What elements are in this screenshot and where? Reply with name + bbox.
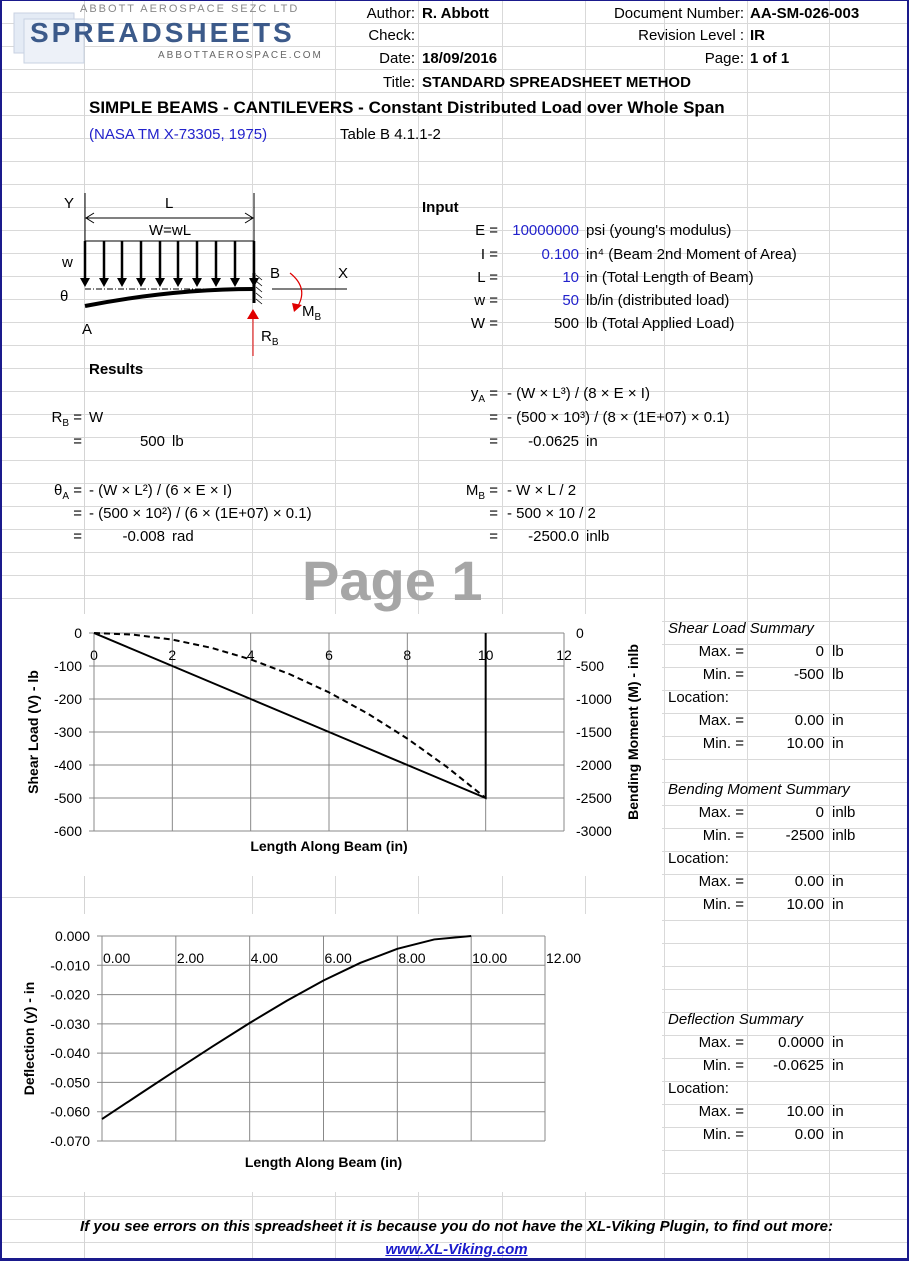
x-tick-label: 2 — [168, 647, 177, 663]
moment-summary-title: Bending Moment Summary — [668, 781, 850, 798]
shear-summary-loc-max-label: Max. = — [698, 712, 744, 729]
y2-tick-label: 0 — [576, 625, 584, 641]
author-label: Author: — [366, 5, 415, 22]
moment-summary-max-label: Max. = — [698, 804, 744, 821]
theta-eq1: = — [73, 505, 82, 522]
x-tick-label: 0.00 — [103, 950, 131, 966]
label-rb: $R_B$ — [261, 328, 279, 348]
label-a: A — [82, 321, 93, 338]
input-l-field[interactable]: 10 — [562, 269, 579, 286]
input-heading: Input — [422, 199, 459, 216]
moment-summary-min-label: Min. = — [702, 827, 744, 844]
y-tick-label: -0.030 — [50, 1015, 90, 1032]
rb-formula: W — [89, 409, 104, 426]
shear-summary-loc-max-unit: in — [832, 712, 844, 729]
series-line-shear — [94, 633, 486, 798]
date-value: 18/09/2016 — [422, 50, 498, 67]
rb-eq: = — [73, 433, 82, 450]
deflection-summary-loc-min-label: Min. = — [702, 1126, 744, 1143]
input-unit-total-w: lb (Total Applied Load) — [586, 315, 735, 332]
label-theta: θ — [60, 288, 69, 305]
x-tick-label: 12 — [556, 647, 572, 663]
y2-axis-title: Bending Moment (M) - inlb — [625, 644, 641, 820]
y2-tick-label: -2000 — [576, 757, 612, 773]
x-tick-label: 4 — [246, 647, 255, 663]
ya-eq2: = — [489, 433, 498, 450]
revision-value: IR — [750, 27, 765, 44]
label-l: L — [165, 195, 174, 212]
deflection-summary-loc-max: 10.00 — [786, 1103, 824, 1120]
theta-formula: - (W × L²) / (6 × E × I) — [89, 482, 232, 499]
deflection-summary-min: -0.0625 — [773, 1057, 824, 1074]
plugin-notice: If you see errors on this spreadsheet it is because you do not have the XL-Viking Plugin, to find out more: — [80, 1218, 833, 1235]
deflection-summary-min-unit: in — [832, 1057, 844, 1074]
mb-eq1: = — [489, 505, 498, 522]
label-mb: $M_B$ — [302, 303, 322, 323]
deflection-summary-loc-label: Location: — [668, 1080, 729, 1097]
ya-formula: - (W × L³) / (8 × E × I) — [507, 385, 650, 402]
ya-label: $y_A$ = — [470, 385, 498, 405]
shear-summary-max-unit: lb — [832, 643, 844, 660]
x-tick-label: 4.00 — [250, 950, 278, 966]
title-value: STANDARD SPREADSHEET METHOD — [422, 74, 691, 91]
distributed-load-arrows — [85, 241, 254, 279]
y-tick-label: 0.000 — [54, 928, 90, 944]
deflection-summary-loc-max-label: Max. = — [698, 1103, 744, 1120]
shear-summary-loc-min: 10.00 — [786, 735, 824, 752]
input-total-w-value: 500 — [553, 315, 579, 332]
x-tick-label: 10.00 — [472, 950, 508, 966]
x-tick-label: 12.00 — [546, 950, 582, 966]
input-label-i: I = — [480, 246, 498, 263]
mb-unit: inlb — [586, 528, 610, 545]
input-label-l: L = — [477, 269, 498, 286]
mb-value: -2500.0 — [528, 528, 579, 545]
page-heading: SIMPLE BEAMS - CANTILEVERS - Constant Distributed Load over Whole Span — [89, 98, 725, 117]
y2-tick-label: -3000 — [576, 823, 612, 839]
rb-label: $R_B$ = — [51, 409, 82, 429]
docnum-label: Document Number: — [613, 5, 744, 22]
y-tick-label: -200 — [53, 691, 82, 707]
y-tick-label: -500 — [53, 790, 82, 806]
x-tick-label: 8.00 — [398, 950, 426, 966]
moment-arrow — [290, 273, 302, 309]
theta-value: -0.008 — [122, 528, 165, 545]
reaction-arrow — [247, 309, 259, 356]
deflection-chart — [2, 914, 662, 1192]
moment-summary-max: 0 — [815, 804, 824, 821]
moment-summary-loc-max-unit: in — [832, 873, 844, 890]
ya-value: -0.0625 — [528, 433, 579, 450]
date-label: Date: — [379, 50, 415, 67]
docnum-value: AA-SM-026-003 — [750, 5, 860, 22]
moment-summary-loc-max-label: Max. = — [698, 873, 744, 890]
shear-summary-title: Shear Load Summary — [668, 620, 814, 637]
y-tick-label: 0 — [74, 625, 82, 641]
label-y: Y — [64, 195, 75, 212]
shear-moment-chart — [2, 614, 662, 876]
shear-summary-min: -500 — [793, 666, 824, 683]
logo-wordmark: SPREADSHEETS — [30, 17, 295, 48]
x-tick-label: 6 — [325, 647, 333, 663]
x-tick-label: 8 — [403, 647, 412, 663]
moment-summary-min-unit: inlb — [832, 827, 856, 844]
shear-summary-loc-min-label: Min. = — [702, 735, 744, 752]
deflected-beam — [85, 289, 254, 306]
label-w: w — [62, 254, 73, 271]
y-tick-label: -0.060 — [50, 1103, 90, 1120]
moment-summary-max-unit: inlb — [832, 804, 856, 821]
logo-company: ABBOTT AEROSPACE SEZC LTD — [80, 3, 300, 15]
deflection-summary-max-label: Max. = — [698, 1034, 744, 1051]
y-tick-label: -0.050 — [50, 1074, 90, 1091]
input-label-total-w: W = — [470, 315, 498, 332]
y2-tick-label: -1000 — [576, 691, 612, 707]
input-unit-w: lb/in (distributed load) — [586, 292, 730, 309]
y2-tick-label: -500 — [576, 658, 605, 674]
title-label: Title: — [383, 74, 415, 91]
logo-url: ABBOTTAEROSPACE.COM — [158, 50, 323, 61]
x-axis-title: Length Along Beam (in) — [244, 1154, 403, 1170]
mb-formula: - W × L / 2 — [507, 482, 577, 499]
moment-summary-loc-max: 0.00 — [794, 873, 824, 890]
input-w-field[interactable]: 50 — [562, 292, 579, 309]
reference-link[interactable]: (NASA TM X-73305, 1975) — [89, 126, 268, 143]
y-tick-label: -100 — [53, 658, 82, 674]
label-x: X — [338, 265, 349, 282]
y-tick-label: -0.040 — [50, 1045, 90, 1062]
shear-summary-min-unit: lb — [832, 666, 844, 683]
x-tick-label: 0 — [90, 647, 98, 663]
theta-eq2: = — [73, 528, 82, 545]
input-label-e: E = — [475, 222, 498, 239]
x-tick-label: 10 — [477, 647, 494, 663]
deflection-summary-title: Deflection Summary — [668, 1011, 804, 1028]
y2-tick-label: -1500 — [576, 724, 612, 740]
input-label-w: w = — [474, 292, 498, 309]
y-tick-label: -400 — [53, 757, 82, 773]
theta-label: $\theta_A$ = — [54, 482, 82, 502]
y2-tick-label: -2500 — [576, 790, 612, 806]
logo — [10, 3, 330, 65]
y-tick-label: -600 — [53, 823, 82, 839]
revision-label: Revision Level : — [638, 27, 744, 44]
shear-summary-max-label: Max. = — [698, 643, 744, 660]
author-value: R. Abbott — [422, 5, 489, 22]
y-tick-label: -300 — [53, 724, 82, 740]
theta-unit: rad — [172, 528, 194, 545]
check-label: Check: — [368, 27, 415, 44]
input-unit-i: in⁴ (Beam 2nd Moment of Area) — [586, 246, 797, 263]
beam-diagram — [42, 181, 372, 361]
mb-substitution: - 500 × 10 / 2 — [507, 505, 596, 522]
deflection-summary-min-label: Min. = — [702, 1057, 744, 1074]
ya-substitution: - (500 × 10³) / (8 × (1E+07) × 0.1) — [507, 409, 730, 426]
table-reference: Table B 4.1.1-2 — [340, 126, 441, 143]
y-tick-label: -0.070 — [50, 1133, 90, 1149]
input-e-field[interactable]: 10000000 — [512, 222, 579, 239]
label-total-load: W=wL — [149, 222, 192, 239]
input-unit-l: in (Total Length of Beam) — [586, 269, 754, 286]
y-tick-label: -0.010 — [50, 957, 90, 974]
page-watermark: Page 1 — [302, 549, 483, 612]
moment-summary-loc-min-label: Min. = — [702, 896, 744, 913]
mb-eq2: = — [489, 528, 498, 545]
theta-substitution: - (500 × 10²) / (6 × (1E+07) × 0.1) — [89, 505, 312, 522]
page-label: Page: — [704, 50, 744, 67]
x-tick-label: 2.00 — [176, 950, 205, 966]
shear-summary-max: 0 — [815, 643, 824, 660]
shear-summary-loc-label: Location: — [668, 689, 729, 706]
deflection-summary-max-unit: in — [832, 1034, 844, 1051]
page-value: 1 of 1 — [750, 50, 790, 67]
rb-value: 500 — [139, 433, 165, 450]
results-heading: Results — [89, 361, 144, 378]
xl-viking-link[interactable]: www.XL-Viking.com — [385, 1241, 528, 1258]
label-b: B — [270, 265, 281, 282]
deflection-summary-loc-min-unit: in — [832, 1126, 844, 1143]
x-tick-label: 6.00 — [324, 950, 352, 966]
y-axis-title: Deflection (y) - in — [21, 981, 37, 1096]
y-axis-title: Shear Load (V) - lb — [25, 670, 41, 794]
input-unit-e: psi (young's modulus) — [586, 222, 732, 239]
deflection-summary-loc-max-unit: in — [832, 1103, 844, 1120]
deflection-summary-loc-min: 0.00 — [794, 1126, 824, 1143]
input-i-field[interactable]: 0.100 — [541, 246, 579, 263]
moment-summary-loc-label: Location: — [668, 850, 729, 867]
shear-summary-loc-min-unit: in — [832, 735, 844, 752]
x-axis-title: Length Along Beam (in) — [250, 838, 408, 854]
deflection-summary-max: 0.0000 — [778, 1034, 824, 1051]
mb-label: $M_B$ = — [465, 482, 498, 502]
shear-summary-min-label: Min. = — [702, 666, 744, 683]
moment-summary-loc-min: 10.00 — [786, 896, 824, 913]
moment-summary-min: -2500 — [785, 827, 824, 844]
ya-eq1: = — [489, 409, 498, 426]
rb-unit: lb — [172, 433, 184, 450]
y-tick-label: -0.020 — [50, 986, 90, 1003]
moment-summary-loc-min-unit: in — [832, 896, 844, 913]
ya-unit: in — [586, 433, 598, 450]
shear-summary-loc-max: 0.00 — [794, 712, 824, 729]
